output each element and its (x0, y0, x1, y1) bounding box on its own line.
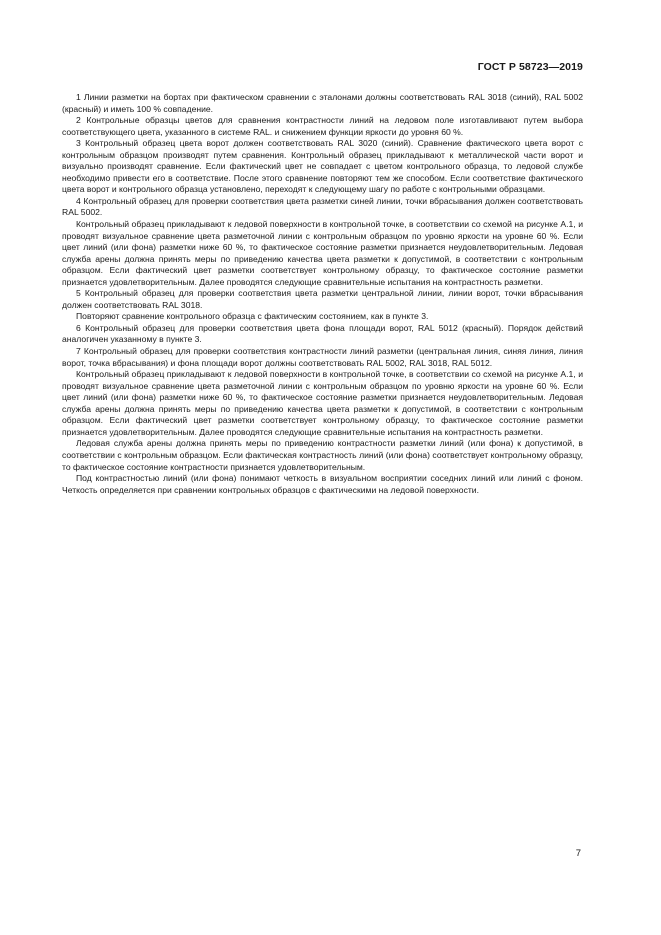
paragraph-2: 2 Контрольные образцы цветов для сравнения контрастности линий на ледовом поле изготавливают путем выбора соответствующего цвета, указанного в системе RAL. и снижением функции яркости до уровня 60 %. (62, 115, 583, 137)
standard-designation: ГОСТ Р 58723—2019 (477, 61, 583, 73)
paragraph-7: Повторяют сравнение контрольного образца с фактическим состоянием, как в пункте 3. (76, 311, 429, 322)
body-text (62, 92, 583, 496)
paragraph-9: 7 Контрольный образец для проверки соответствия контрастности линий разметки (центральная линия, синяя линия, линия ворот, точка вбрасывания) и фона площади ворот должны соответствовать RAL 5002, RAL 3018, RAL 5012. (62, 346, 583, 368)
paragraph-6: 5 Контрольный образец для проверки соответствия цвета разметки центральной линии, линии ворот, точки вбрасывания должен соответствовать RAL 3018. (62, 288, 583, 310)
paragraph-4: 4 Контрольный образец для проверки соответствия цвета разметки синей линии, точки вбрасывания должен соответствовать RAL 5002. (62, 195, 583, 218)
paragraph-10: Контрольный образец прикладывают к ледовой поверхности в контрольной точке, в соответствии со схемой на рисунке А.1, и проводят визуальное сравнение цвета разметочной линии с контрольным образцом по уровню яркости на уровне 60 %. Если цвет линий (или фона) разметки ниже 60 %, то фактическое состояние разметки признается неудовлетворительным. Ледовая служба арены должна принять меры по приведению качества цвета разметки к допустимой, в соответствии с контрольным образцом. Если фактический цвет разметки соответствует контрольному образцу, то фактическое состояние разметки признается удовлетворительным. Далее проводятся следующие сравнительные испытания на контрастность разметки. (62, 369, 583, 437)
page-number: 7 (575, 848, 581, 859)
paragraph-3: 3 Контрольный образец цвета ворот должен соответствовать RAL 3020 (синий). Сравнение фактического цвета ворот с контрольным образцом производят путем сравнения. Контрольный образец прикладывают к металлической части ворот и визуально производят сравнение. Если фактический цвет не совпадает с цветом контрольного образца, то ледовой службе необходимо привести его в соответствие. После этого сравнение повторяют тем же способом. Если соответствие фактического цвета ворот и контрольного образца установлено, переходят к следующему шагу по работе с контрольными образцами. (62, 138, 583, 195)
paragraph-1: 1 Линии разметки на бортах при фактическом сравнении с эталонами должны соответствовать RAL 3018 (синий), RAL 5002 (красный) и иметь 100 % совпадение. (62, 92, 583, 114)
paragraph-5: Контрольный образец прикладывают к ледовой поверхности в контрольной точке, в соответствии со схемой на рисунке А.1, и проводят визуальное сравнение цвета разметочной линии с контрольным образцом по уровню яркости на уровне 60 %. Если цвет линий (или фона) разметки ниже 60 %, то фактическое состояние разметки признается неудовлетворительным. Ледовая служба арены должна принять меры по приведению качества цвета разметки к допустимой, в соответствии с контрольным образцом. Если фактический цвет разметки соответствует контрольному образцу, то фактическое состояние разметки признается удовлетворительным. Далее проводятся следующие сравнительные испытания на контрастность разметки. (62, 219, 583, 287)
paragraph-8: 6 Контрольный образец для проверки соответствия цвета фона площади ворот, RAL 5012 (красный). Порядок действий аналогичен указанному в пункте 3. (62, 322, 583, 345)
paragraph-11: Ледовая служба арены должна принять меры по приведению контрастности разметки линий (или фона) к допустимой, в соответствии с контрольным образцом. Если фактическая контрастность линий (или фона) соответствует контрольному образцу, то фактическое состояние контрастности признается удовлетворительным. (62, 438, 583, 472)
paragraph-12: Под контрастностью линий (или фона) понимают четкость в визуальном восприятии соседних линий или линий с фоном. Четкость определяется при сравнении контрольных образцов с фактическими на ледовой поверхности. (62, 473, 583, 495)
